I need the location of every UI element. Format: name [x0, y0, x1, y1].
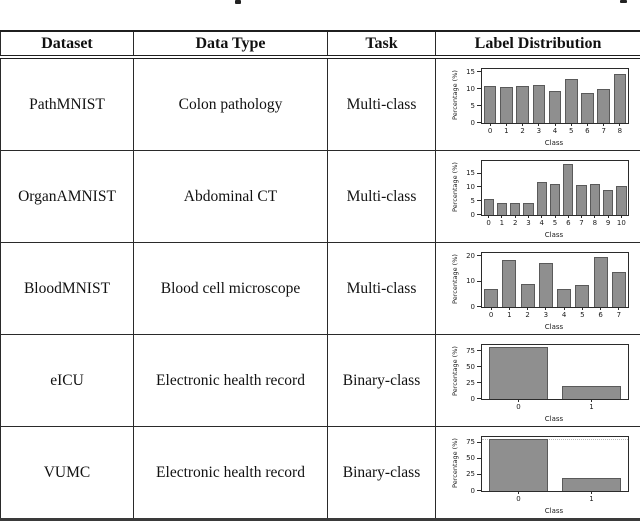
table-row [1, 335, 640, 427]
x-tick-mark [608, 215, 609, 218]
dataset-name-cell: OrganAMNIST [18, 187, 116, 205]
task-cell: Multi-class [328, 151, 436, 243]
y-tick-label: 10 [466, 182, 475, 191]
x-tick-label: 6 [598, 310, 603, 319]
y-tick-mark [477, 122, 481, 123]
table-row [1, 151, 640, 243]
label-distribution-cell [436, 427, 640, 520]
x-tick-mark [568, 215, 569, 218]
x-tick-mark [603, 123, 604, 126]
bar [510, 203, 520, 214]
bar [539, 263, 553, 306]
label-distribution-chart-vumc [441, 430, 635, 516]
x-tick-label: 1 [589, 494, 594, 503]
label-distribution-chart-eicu [441, 338, 635, 424]
x-tick-mark [509, 307, 510, 310]
bar [562, 386, 620, 398]
x-tick-label: 0 [486, 218, 491, 227]
bar [550, 184, 560, 215]
plot-area [466, 344, 629, 411]
bar [523, 203, 533, 215]
y-tick-mark [477, 186, 481, 187]
x-tick-mark [581, 215, 582, 218]
y-tick-mark [477, 442, 481, 443]
x-tick-mark [591, 399, 592, 402]
y-tick-label: 15 [466, 67, 475, 76]
bar [612, 272, 626, 307]
y-tick-mark [477, 255, 481, 256]
y-axis-label: Percentage (%) [451, 69, 459, 120]
x-axis-label: Class [544, 138, 564, 147]
y-tick-label: 0 [470, 486, 475, 495]
x-tick-mark [555, 123, 556, 126]
table-row [1, 57, 640, 151]
dataset-name-cell: BloodMNIST [23, 279, 111, 297]
bar [575, 285, 589, 306]
col-header-task: Task [328, 31, 436, 57]
x-axis-label: Class [544, 230, 564, 239]
x-tick-mark [594, 215, 595, 218]
x-tick-mark [518, 491, 519, 494]
x-tick-mark [545, 307, 546, 310]
x-tick-label: 5 [580, 310, 585, 319]
bar [484, 86, 497, 123]
x-tick-label: 0 [488, 310, 494, 319]
bar [549, 91, 562, 122]
data-type-cell: Electronic health record [134, 427, 328, 520]
label-distribution-cell [436, 243, 640, 335]
y-tick-mark [477, 490, 481, 491]
label-distribution-chart-pathmnist [441, 62, 635, 148]
x-tick-mark [541, 215, 542, 218]
y-tick-mark [477, 382, 481, 383]
bar [603, 190, 613, 214]
x-tick-label: 8 [617, 126, 623, 135]
bar [497, 203, 507, 214]
x-axis-label: Class [544, 322, 564, 331]
bar [516, 86, 529, 123]
bar [616, 186, 626, 215]
x-tick-label: 3 [543, 310, 549, 319]
bar [537, 182, 547, 214]
y-tick-mark [477, 200, 481, 201]
label-distribution-cell [436, 57, 640, 151]
dataset-name-cell: VUMC [43, 463, 91, 481]
x-tick-label: 7 [579, 218, 584, 227]
x-tick-label: 2 [520, 126, 525, 135]
cropped-caption-fragment [235, 0, 241, 4]
datasets-table [0, 30, 640, 521]
y-tick-mark [477, 398, 481, 399]
x-axis-label: Class [544, 506, 564, 515]
y-tick-label: 5 [470, 101, 475, 110]
x-tick-mark [518, 399, 519, 402]
data-type-cell: Blood cell microscope [134, 243, 328, 335]
data-type-cell: Abdominal CT [134, 151, 328, 243]
bar [581, 93, 594, 122]
y-tick-mark [477, 350, 481, 351]
bar [557, 289, 571, 307]
x-axis-label: Class [544, 414, 564, 423]
x-tick-mark [515, 215, 516, 218]
x-tick-mark [582, 307, 583, 310]
x-tick-label: 3 [526, 218, 531, 227]
y-tick-mark [477, 306, 481, 307]
y-axis-label: Percentage (%) [451, 437, 459, 488]
y-tick-label: 20 [466, 251, 475, 260]
task-cell: Multi-class [328, 57, 436, 151]
y-tick-mark [477, 281, 481, 282]
x-tick-label: 4 [539, 218, 544, 227]
dataset-name-cell: PathMNIST [29, 95, 105, 113]
x-tick-label: 0 [487, 126, 493, 135]
x-tick-mark [587, 123, 588, 126]
dataset-name-cell: eICU [50, 371, 84, 389]
y-tick-label: 50 [466, 362, 475, 371]
x-tick-mark [555, 215, 556, 218]
x-tick-mark [501, 215, 502, 218]
bar [576, 185, 586, 215]
x-tick-mark [522, 123, 523, 126]
y-tick-mark [477, 71, 481, 72]
x-tick-mark [490, 123, 491, 126]
y-tick-mark [477, 88, 481, 89]
y-tick-label: 0 [470, 118, 475, 127]
y-tick-mark [477, 173, 481, 174]
col-header-dataset: Dataset [1, 31, 134, 57]
y-tick-label: 25 [466, 470, 475, 479]
x-tick-mark [600, 307, 601, 310]
x-tick-label: 8 [592, 218, 598, 227]
x-tick-label: 7 [616, 310, 622, 319]
x-tick-label: 9 [605, 218, 611, 227]
x-tick-mark [506, 123, 507, 126]
x-tick-label: 1 [499, 218, 505, 227]
y-axis-label: Percentage (%) [451, 161, 459, 212]
x-tick-label: 6 [566, 218, 571, 227]
x-tick-label: 10 [616, 218, 626, 227]
x-tick-mark [571, 123, 572, 126]
plot-area [466, 436, 629, 503]
x-tick-label: 1 [504, 126, 509, 135]
x-tick-label: 5 [552, 218, 558, 227]
x-tick-label: 0 [516, 494, 521, 503]
x-tick-mark [538, 123, 539, 126]
cropped-caption-fragment [620, 0, 627, 3]
bar [563, 164, 573, 215]
x-tick-mark [527, 307, 528, 310]
bar [489, 439, 547, 490]
bar [594, 257, 608, 306]
x-tick-mark [528, 215, 529, 218]
label-distribution-cell [436, 335, 640, 427]
x-tick-label: 3 [536, 126, 542, 135]
x-tick-mark [491, 307, 492, 310]
plot-area [466, 251, 629, 319]
bar [597, 89, 610, 123]
bar [562, 478, 620, 491]
y-tick-label: 0 [470, 210, 475, 219]
y-tick-label: 10 [466, 277, 475, 286]
x-tick-label: 5 [568, 126, 574, 135]
bar [521, 284, 535, 307]
table-row [1, 427, 640, 520]
bar [533, 85, 546, 123]
task-cell: Binary-class [328, 335, 436, 427]
y-tick-label: 75 [466, 438, 475, 447]
plot-area [466, 67, 629, 135]
data-type-cell: Electronic health record [134, 335, 328, 427]
x-tick-label: 1 [507, 310, 512, 319]
label-distribution-chart-bloodmnist [441, 246, 635, 332]
x-tick-label: 2 [525, 310, 530, 319]
col-header-label-distribution: Label Distribution [436, 31, 640, 57]
y-tick-label: 15 [466, 169, 475, 177]
x-tick-mark [621, 215, 622, 218]
y-tick-mark [477, 214, 481, 215]
y-tick-label: 75 [466, 346, 475, 355]
x-tick-label: 1 [589, 402, 594, 411]
x-tick-label: 6 [585, 126, 590, 135]
bar [590, 184, 600, 215]
header-row [1, 31, 640, 57]
x-tick-label: 2 [512, 218, 518, 227]
task-cell: Binary-class [328, 427, 436, 520]
y-tick-mark [477, 458, 481, 459]
bar [484, 289, 498, 307]
y-tick-mark [477, 105, 481, 106]
bar [484, 199, 494, 214]
label-distribution-cell [436, 151, 640, 243]
y-axis-label: Percentage (%) [451, 345, 459, 396]
y-tick-label: 25 [466, 378, 475, 387]
x-tick-label: 7 [601, 126, 606, 135]
bar [502, 260, 516, 306]
y-tick-label: 50 [466, 454, 475, 463]
x-tick-mark [564, 307, 565, 310]
y-tick-mark [477, 366, 481, 367]
table-row [1, 243, 640, 335]
bar [489, 347, 547, 399]
y-tick-label: 0 [470, 302, 475, 311]
y-axis-label: Percentage (%) [451, 253, 459, 304]
x-tick-mark [488, 215, 489, 218]
y-tick-mark [477, 474, 481, 475]
plot-area [466, 160, 629, 227]
label-distribution-chart-organamnist [441, 154, 635, 240]
x-tick-label: 4 [552, 126, 558, 135]
data-type-cell: Colon pathology [134, 57, 328, 151]
bar [500, 87, 513, 122]
y-tick-label: 0 [470, 394, 475, 403]
bar [565, 79, 578, 123]
y-tick-label: 5 [470, 196, 475, 205]
x-tick-label: 4 [561, 310, 567, 319]
col-header-data-type: Data Type [134, 31, 328, 57]
x-tick-mark [618, 307, 619, 310]
x-tick-mark [591, 491, 592, 494]
x-tick-label: 0 [516, 402, 521, 411]
task-cell: Multi-class [328, 243, 436, 335]
bar [614, 74, 627, 122]
x-tick-mark [619, 123, 620, 126]
y-tick-label: 10 [466, 84, 475, 93]
